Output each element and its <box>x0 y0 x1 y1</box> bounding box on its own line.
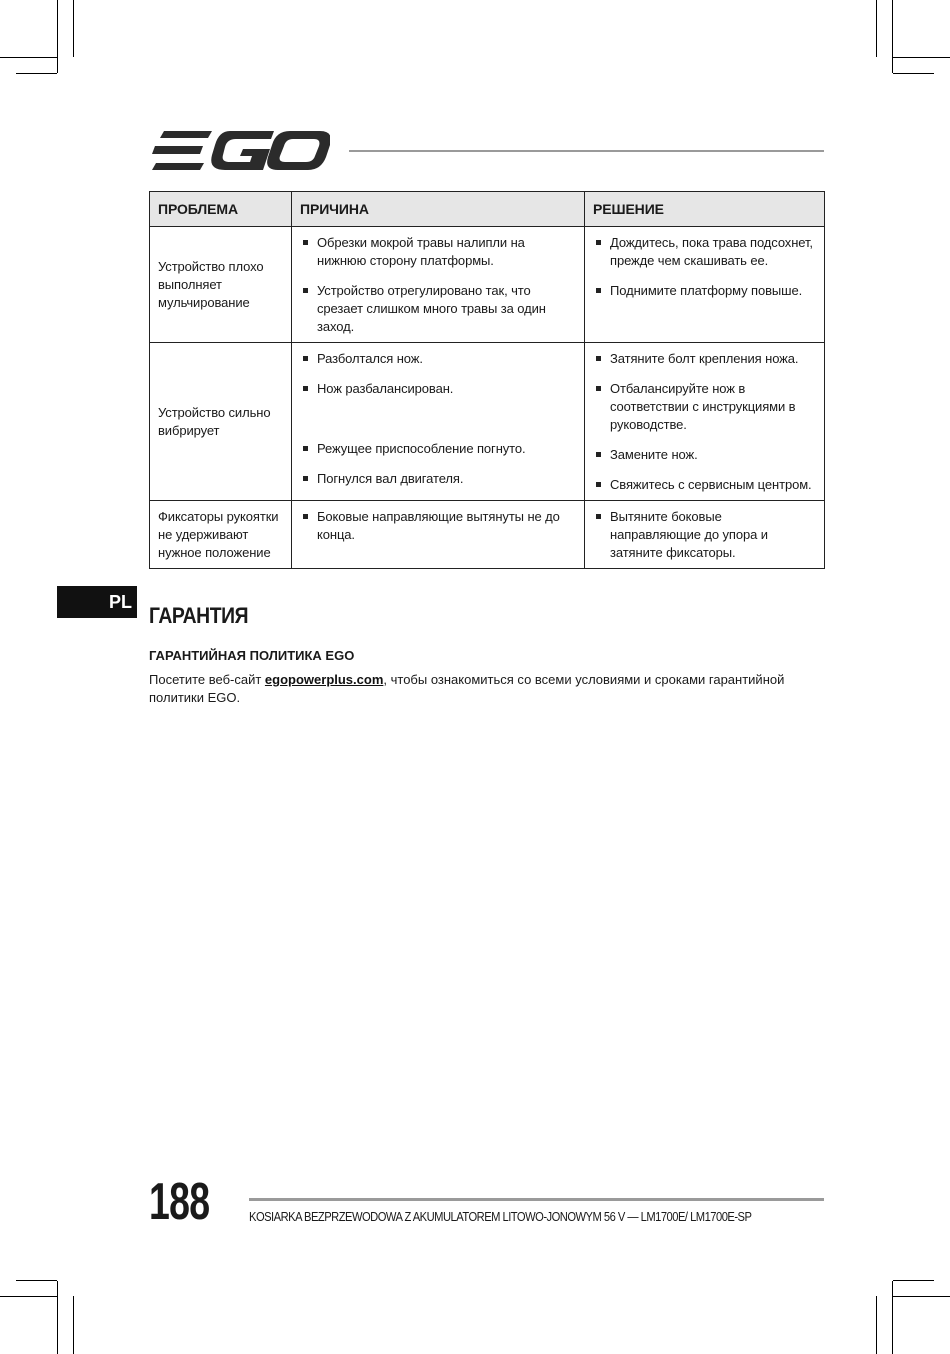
cause-item: Устройство отрегулировано так, что срезает слишком много травы за один заход. <box>302 282 576 336</box>
footer-text: KOSIARKA BEZPRZEWODOWA Z AKUMULATOREM LITOWO-JONOWYM 56 V — LM1700E/ LM1700E-SP <box>249 1209 752 1224</box>
solution-cell <box>585 227 825 343</box>
paragraph-text: Посетите веб-сайт <box>149 672 265 687</box>
column-header-solution: РЕШЕНИЕ <box>585 192 825 227</box>
solution-item: Отбалансируйте нож в соответствии с инструкциями в руководстве. <box>595 380 816 434</box>
crop-mark <box>0 1296 57 1297</box>
column-header-cause: ПРИЧИНА <box>292 192 585 227</box>
crop-mark <box>0 57 57 58</box>
solution-cell <box>585 343 825 501</box>
ego-logo <box>150 131 330 171</box>
solution-item: Дождитесь, пока трава подсохнет, прежде чем скашивать ее. <box>595 234 816 270</box>
crop-mark <box>892 1281 893 1354</box>
cause-cell <box>292 227 585 343</box>
crop-mark <box>876 0 877 57</box>
solution-item: Вытяните боковые направляющие до упора и затяните фиксаторы. <box>595 508 816 562</box>
crop-mark <box>16 1280 57 1281</box>
crop-mark <box>893 1296 950 1297</box>
crop-mark <box>73 0 74 57</box>
header-rule <box>349 150 824 152</box>
problem-cell: Устройство сильно вибрирует <box>150 343 292 501</box>
section-title: ГАРАНТИЯ <box>149 603 249 628</box>
cause-cell <box>292 501 585 569</box>
cause-cell <box>292 343 585 501</box>
cause-item: Погнулся вал двигателя. <box>302 470 576 488</box>
troubleshooting-table <box>149 191 825 569</box>
problem-cell: Фиксаторы рукоятки не удерживают нужное положение <box>150 501 292 569</box>
solution-item: Свяжитесь с сервисным центром. <box>595 476 816 494</box>
crop-mark <box>57 1281 58 1354</box>
table-header-row <box>150 192 825 227</box>
solution-item: Затяните болт крепления ножа. <box>595 350 816 368</box>
solution-cell <box>585 501 825 569</box>
warranty-paragraph <box>149 671 829 707</box>
crop-mark <box>893 57 950 58</box>
crop-mark <box>57 0 58 73</box>
crop-mark <box>893 73 934 74</box>
solution-item: Замените нож. <box>595 446 816 464</box>
cause-item: Разболтался нож. <box>302 350 576 368</box>
footer-rule <box>249 1198 824 1201</box>
cause-item: Боковые направляющие вытянуты не до конца. <box>302 508 576 544</box>
cause-item: Обрезки мокрой травы налипли на нижнюю сторону платформы. <box>302 234 576 270</box>
column-header-problem: ПРОБЛЕМА <box>150 192 292 227</box>
crop-mark <box>16 73 57 74</box>
problem-cell: Устройство плохо выполняет мульчирование <box>150 227 292 343</box>
crop-mark <box>73 1296 74 1354</box>
section-subtitle: ГАРАНТИЙНАЯ ПОЛИТИКА EGO <box>149 648 355 663</box>
table-row <box>150 501 825 569</box>
solution-item: Поднимите платформу повыше. <box>595 282 816 300</box>
crop-mark <box>892 0 893 73</box>
table-row <box>150 227 825 343</box>
website-link[interactable]: egopowerplus.com <box>264 672 384 687</box>
paragraph-text: , чтобы ознакомиться со всеми условиями и сроками гарантийной политики EGO. <box>149 672 785 705</box>
language-tab: PL <box>57 586 137 618</box>
crop-mark <box>893 1280 934 1281</box>
table-row <box>150 343 825 501</box>
cause-item: Режущее приспособление погнуто. <box>302 440 576 458</box>
crop-mark <box>876 1296 877 1354</box>
cause-item: Нож разбалансирован. <box>302 380 576 428</box>
page-number: 188 <box>149 1173 210 1231</box>
